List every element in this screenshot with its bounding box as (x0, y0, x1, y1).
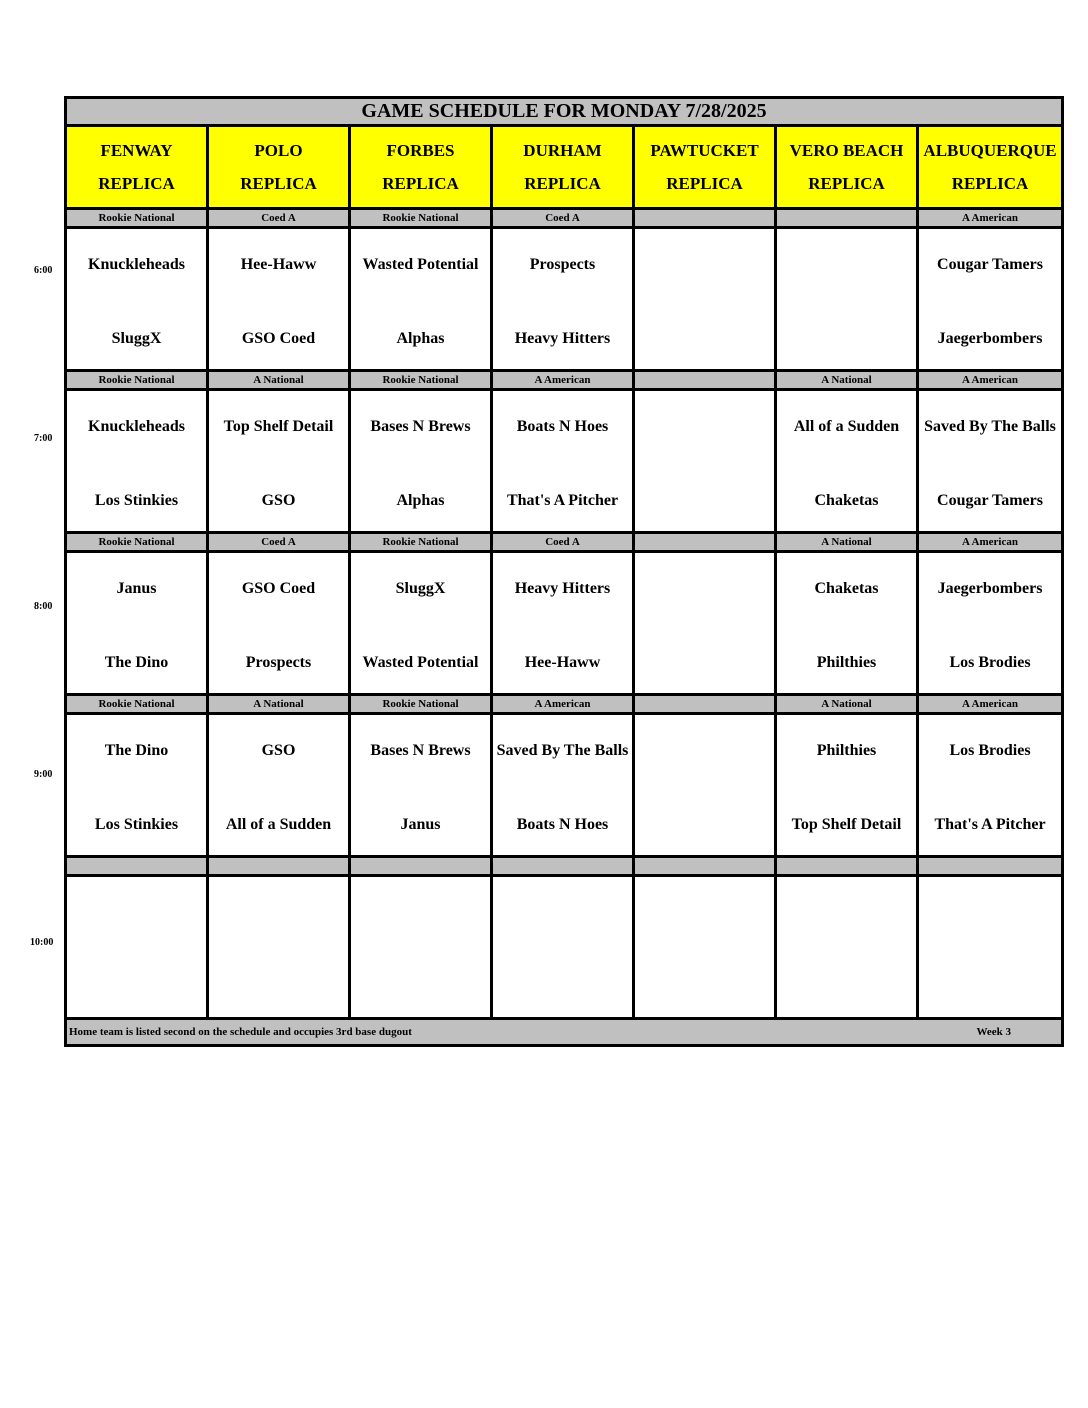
field-sub: REPLICA (666, 174, 743, 193)
game-cell (918, 876, 1063, 1019)
home-team: Wasted Potential (362, 653, 479, 671)
division-label: A American (918, 209, 1063, 228)
home-team: Los Brodies (949, 653, 1031, 671)
field-header (66, 126, 208, 209)
game-cell (66, 228, 208, 371)
home-team: SluggX (111, 329, 162, 347)
division-row (66, 533, 1063, 552)
division-row (66, 857, 1063, 876)
home-team: Alphas (396, 491, 445, 509)
division-label: A National (208, 695, 350, 714)
home-team: Los Stinkies (94, 491, 179, 509)
division-label: A National (776, 695, 918, 714)
away-team: The Dino (104, 741, 169, 759)
field-sub: REPLICA (98, 174, 175, 193)
field-header-row (66, 126, 1063, 209)
game-cell (634, 390, 776, 533)
game-row (66, 714, 1063, 857)
away-team (777, 891, 916, 933)
home-team: All of a Sudden (225, 815, 332, 833)
away-team (67, 891, 206, 933)
away-team: Jaegerbombers (937, 579, 1043, 597)
game-cell (634, 714, 776, 857)
home-team (635, 975, 774, 997)
time-label: 7:00 (34, 433, 53, 444)
away-team (635, 729, 774, 771)
division-label: A American (492, 371, 634, 390)
field-sub: REPLICA (951, 174, 1029, 193)
game-cell (66, 552, 208, 695)
away-team (209, 891, 348, 933)
away-team: Los Brodies (949, 741, 1031, 759)
division-label (66, 857, 208, 876)
game-cell (776, 228, 918, 371)
game-cell (208, 552, 350, 695)
away-team (635, 567, 774, 609)
time-label: 6:00 (34, 265, 53, 276)
away-team: Janus (116, 579, 157, 597)
game-cell (918, 714, 1063, 857)
title-row (66, 98, 1063, 126)
division-label (492, 857, 634, 876)
game-cell (492, 390, 634, 533)
field-name: DURHAM (523, 141, 602, 160)
game-row (66, 552, 1063, 695)
field-header (918, 126, 1063, 209)
away-team: Prospects (529, 255, 596, 273)
division-label: Coed A (208, 533, 350, 552)
game-row (66, 228, 1063, 371)
game-cell (208, 876, 350, 1019)
game-row (66, 876, 1063, 1019)
home-team (67, 975, 206, 997)
division-label (634, 371, 776, 390)
division-label: A American (492, 695, 634, 714)
division-label: Rookie National (66, 209, 208, 228)
division-label: A National (776, 533, 918, 552)
division-label: Rookie National (350, 371, 492, 390)
home-team (635, 489, 774, 511)
field-sub: REPLICA (808, 174, 885, 193)
home-team: GSO Coed (241, 329, 316, 347)
away-team: SluggX (395, 579, 446, 597)
away-team: Wasted Potential (362, 255, 479, 273)
home-team: Prospects (245, 653, 312, 671)
division-label: Rookie National (66, 695, 208, 714)
week-label: Week 3 (976, 1026, 1012, 1038)
division-label: Rookie National (66, 371, 208, 390)
field-header (492, 126, 634, 209)
field-name: POLO (254, 141, 303, 160)
away-team: Philthies (816, 741, 877, 759)
field-name: ALBUQUERQUE (923, 141, 1057, 160)
division-label: Coed A (208, 209, 350, 228)
field-sub: REPLICA (240, 174, 317, 193)
division-row (66, 695, 1063, 714)
game-cell (776, 714, 918, 857)
home-team (635, 813, 774, 835)
away-team: Saved By The Balls (496, 741, 629, 759)
field-header (634, 126, 776, 209)
division-label: A American (918, 371, 1063, 390)
game-cell (918, 552, 1063, 695)
game-cell (66, 876, 208, 1019)
home-team (493, 975, 632, 997)
home-team (919, 975, 1061, 997)
away-team: Bases N Brews (370, 417, 471, 435)
field-sub: REPLICA (382, 174, 459, 193)
division-label (776, 857, 918, 876)
game-cell (776, 552, 918, 695)
division-label: A American (918, 533, 1063, 552)
away-team: Saved By The Balls (924, 417, 1056, 435)
home-team: Chaketas (814, 491, 879, 509)
game-cell (66, 390, 208, 533)
field-name: VERO BEACH (789, 141, 904, 160)
schedule-title: GAME SCHEDULE FOR MONDAY 7/28/2025 (66, 98, 1063, 126)
field-sub: REPLICA (524, 174, 601, 193)
home-team: Philthies (816, 653, 877, 671)
away-team (635, 243, 774, 285)
game-cell (776, 390, 918, 533)
division-label: Rookie National (350, 533, 492, 552)
home-team (351, 975, 490, 997)
away-team (777, 243, 916, 285)
game-cell (918, 390, 1063, 533)
away-team: Heavy Hitters (514, 579, 611, 597)
division-label (208, 857, 350, 876)
home-team: The Dino (104, 653, 169, 671)
game-cell (634, 552, 776, 695)
division-label: Coed A (492, 533, 634, 552)
home-team (635, 327, 774, 349)
home-team: Janus (400, 815, 441, 833)
game-cell (350, 552, 492, 695)
division-label: Rookie National (350, 695, 492, 714)
away-team: GSO (261, 741, 296, 759)
game-cell (350, 228, 492, 371)
away-team (493, 891, 632, 933)
division-label (634, 533, 776, 552)
home-team: Cougar Tamers (937, 491, 1043, 509)
game-cell (492, 552, 634, 695)
division-label (634, 857, 776, 876)
game-cell (350, 390, 492, 533)
home-team: Heavy Hitters (514, 329, 611, 347)
game-cell (350, 876, 492, 1019)
game-cell (208, 390, 350, 533)
home-team: That's A Pitcher (934, 815, 1046, 833)
division-label (918, 857, 1063, 876)
away-team: Cougar Tamers (937, 255, 1043, 273)
division-label (776, 209, 918, 228)
home-team (209, 975, 348, 997)
time-label: 10:00 (30, 937, 54, 948)
game-cell (492, 714, 634, 857)
home-team: Alphas (396, 329, 445, 347)
home-team (777, 327, 916, 349)
division-label: Rookie National (350, 209, 492, 228)
field-header (350, 126, 492, 209)
away-team: Chaketas (814, 579, 879, 597)
away-team (351, 891, 490, 933)
field-header (208, 126, 350, 209)
game-row (66, 390, 1063, 533)
time-column (0, 0, 64, 1408)
away-team: GSO Coed (241, 579, 316, 597)
home-team (635, 651, 774, 673)
away-team: Hee-Haww (240, 255, 317, 273)
away-team: Boats N Hoes (516, 417, 609, 435)
game-cell (208, 714, 350, 857)
game-cell (492, 876, 634, 1019)
away-team: Knuckleheads (88, 417, 185, 435)
game-cell (634, 876, 776, 1019)
home-team: GSO (261, 491, 296, 509)
home-team: Boats N Hoes (516, 815, 609, 833)
game-cell (208, 228, 350, 371)
division-label: A American (918, 695, 1063, 714)
time-label: 8:00 (34, 601, 53, 612)
division-label (634, 209, 776, 228)
division-label: A National (208, 371, 350, 390)
division-label: Rookie National (66, 533, 208, 552)
division-row (66, 209, 1063, 228)
away-team (919, 891, 1061, 933)
game-cell (918, 228, 1063, 371)
away-team: Bases N Brews (370, 741, 471, 759)
division-row (66, 371, 1063, 390)
division-label: A National (776, 371, 918, 390)
home-team (777, 975, 916, 997)
footer-note: Home team is listed second on the schedule and occupies 3rd base dugout (69, 1026, 412, 1038)
home-team: Jaegerbombers (937, 329, 1043, 347)
away-team (635, 891, 774, 933)
away-team: Knuckleheads (88, 255, 185, 273)
field-name: FORBES (386, 141, 455, 160)
home-team: Los Stinkies (94, 815, 179, 833)
division-label: Coed A (492, 209, 634, 228)
home-team: Top Shelf Detail (791, 815, 902, 833)
field-header (776, 126, 918, 209)
field-name: FENWAY (100, 141, 173, 160)
game-cell (66, 714, 208, 857)
home-team: Hee-Haww (524, 653, 601, 671)
time-label: 9:00 (34, 769, 53, 780)
home-team: That's A Pitcher (506, 491, 619, 509)
schedule-table (64, 96, 1064, 1047)
game-cell (350, 714, 492, 857)
game-cell (776, 876, 918, 1019)
game-cell (634, 228, 776, 371)
division-label (634, 695, 776, 714)
game-cell (492, 228, 634, 371)
division-label (350, 857, 492, 876)
away-team: Top Shelf Detail (223, 417, 334, 435)
field-name: PAWTUCKET (650, 141, 759, 160)
footer-row (66, 1019, 1063, 1046)
away-team: All of a Sudden (793, 417, 900, 435)
away-team (635, 405, 774, 447)
